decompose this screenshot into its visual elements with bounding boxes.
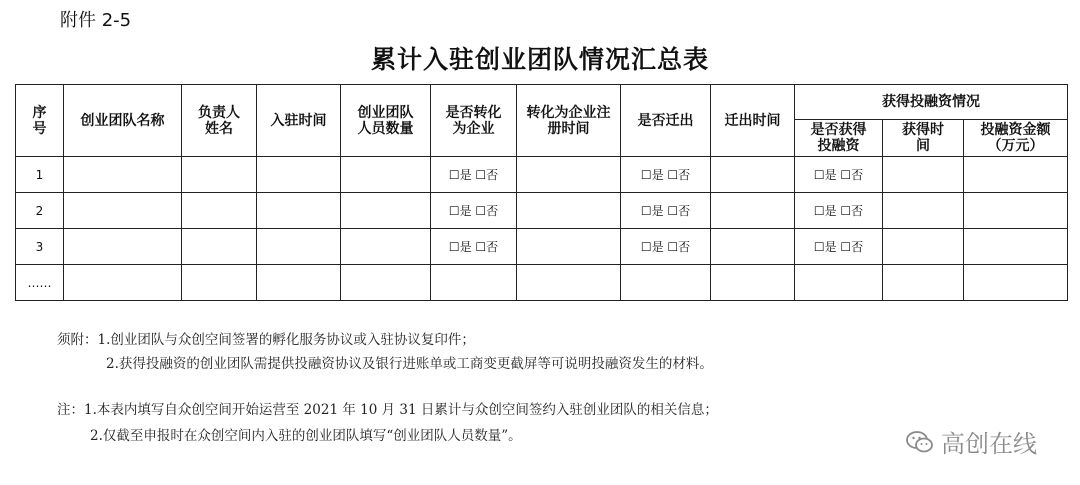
cell-leader[interactable]	[182, 229, 257, 265]
cell-member-count[interactable]	[341, 265, 431, 301]
cell-team-name[interactable]	[64, 193, 182, 229]
cell-financing-got[interactable]	[795, 265, 883, 301]
cell-financing-got[interactable]: ☐是 ☐否	[795, 229, 883, 265]
watermark-text: 高创在线	[941, 430, 1037, 458]
cell-converted-time[interactable]	[517, 229, 621, 265]
cell-converted-time[interactable]	[517, 265, 621, 301]
cell-move-time[interactable]	[711, 193, 795, 229]
cell-converted[interactable]: ☐是 ☐否	[431, 157, 517, 193]
cell-moved-out[interactable]: ☐是 ☐否	[621, 193, 711, 229]
header-entry-time: 入驻时间	[257, 85, 341, 157]
cell-financing-time[interactable]	[883, 265, 964, 301]
cell-entry-time[interactable]	[257, 229, 341, 265]
cell-financing-amount[interactable]	[964, 229, 1068, 265]
attachment-label: 附件 2-5	[60, 10, 132, 31]
header-team-name: 创业团队名称	[64, 85, 182, 157]
cell-financing-time[interactable]	[883, 229, 964, 265]
cell-converted-time[interactable]	[517, 157, 621, 193]
cell-member-count[interactable]	[341, 193, 431, 229]
table-row	[16, 157, 1068, 193]
cell-converted[interactable]	[431, 265, 517, 301]
header-financing-amount: 投融资金额（万元）	[964, 120, 1068, 157]
cell-financing-amount[interactable]	[964, 265, 1068, 301]
note-attachment-1: 须附：1.创业团队与众创空间签署的孵化服务协议或入驻协议复印件；	[57, 332, 475, 348]
table-row	[16, 193, 1068, 229]
cell-entry-time[interactable]	[257, 193, 341, 229]
header-leader: 负责人姓名	[182, 85, 257, 157]
cell-team-name[interactable]	[64, 157, 182, 193]
header-financing-time: 获得时间	[883, 120, 964, 157]
header-moved-out: 是否迁出	[621, 85, 711, 157]
cell-moved-out[interactable]: ☐是 ☐否	[621, 157, 711, 193]
cell-financing-amount[interactable]	[964, 157, 1068, 193]
page-title: 累计入驻创业团队情况汇总表	[370, 45, 709, 74]
note-remark-2: 2.仅截至申报时在众创空间内入驻的创业团队填写“创业团队人员数量”。	[90, 428, 522, 444]
table-header-row	[16, 85, 1068, 120]
cell-converted[interactable]: ☐是 ☐否	[431, 193, 517, 229]
cell-seq: 1	[16, 157, 64, 193]
cell-entry-time[interactable]	[257, 265, 341, 301]
header-converted-time: 转化为企业注册时间	[517, 85, 621, 157]
table-row	[16, 265, 1068, 301]
wechat-icon	[905, 429, 935, 455]
watermark	[905, 424, 1037, 459]
header-converted: 是否转化为企业	[431, 85, 517, 157]
cell-converted[interactable]: ☐是 ☐否	[431, 229, 517, 265]
cell-financing-amount[interactable]	[964, 193, 1068, 229]
cell-move-time[interactable]	[711, 229, 795, 265]
header-seq: 序号	[16, 85, 64, 157]
cell-seq: 2	[16, 193, 64, 229]
header-financing-got: 是否获得投融资	[795, 120, 883, 157]
cell-converted-time[interactable]	[517, 193, 621, 229]
cell-move-time[interactable]	[711, 157, 795, 193]
cell-financing-got[interactable]: ☐是 ☐否	[795, 193, 883, 229]
cell-team-name[interactable]	[64, 229, 182, 265]
cell-entry-time[interactable]	[257, 157, 341, 193]
header-member-count: 创业团队人员数量	[341, 85, 431, 157]
header-financing-group: 获得投融资情况	[795, 85, 1068, 120]
note-attachment-2: 2.获得投融资的创业团队需提供投融资协议及银行进账单或工商变更截屏等可说明投融资发生的材料。	[106, 356, 713, 372]
cell-member-count[interactable]	[341, 229, 431, 265]
table-row	[16, 229, 1068, 265]
cell-leader[interactable]	[182, 265, 257, 301]
header-move-time: 迁出时间	[711, 85, 795, 157]
cell-moved-out[interactable]	[621, 265, 711, 301]
cell-moved-out[interactable]: ☐是 ☐否	[621, 229, 711, 265]
note-remark-1: 注：1.本表内填写自众创空间开始运营至 2021 年 10 月 31 日累计与众创空间签约入驻创业团队的相关信息；	[57, 402, 718, 418]
cell-team-name[interactable]	[64, 265, 182, 301]
cell-financing-time[interactable]	[883, 193, 964, 229]
cell-seq: 3	[16, 229, 64, 265]
cell-seq: ……	[16, 265, 64, 301]
cell-member-count[interactable]	[341, 157, 431, 193]
cell-leader[interactable]	[182, 157, 257, 193]
cell-move-time[interactable]	[711, 265, 795, 301]
cell-financing-got[interactable]: ☐是 ☐否	[795, 157, 883, 193]
cell-leader[interactable]	[182, 193, 257, 229]
summary-table	[15, 84, 1068, 301]
cell-financing-time[interactable]	[883, 157, 964, 193]
